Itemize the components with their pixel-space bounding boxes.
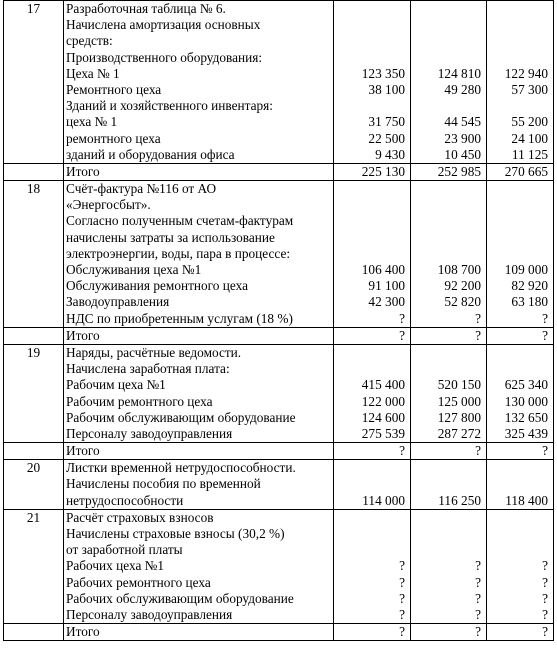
section-row (4, 509, 554, 623)
line-amount: ? (542, 590, 548, 606)
line-amount (336, 50, 405, 66)
line-amount: 31 750 (368, 114, 405, 130)
line-text: Согласно полученным счетам-фактурам (66, 213, 294, 229)
line-amount (336, 542, 405, 558)
amount-column-1 (334, 509, 411, 623)
operation-description (64, 509, 334, 623)
total-label: Итого (64, 443, 334, 460)
total-amount: 252 985 (411, 163, 487, 180)
line-amount: 11 125 (511, 146, 548, 162)
line-text: «Энергосбыт». (66, 197, 151, 213)
line-text: Начислены страховые взносы (30,2 %) (66, 526, 285, 542)
section-row (4, 460, 554, 510)
line-amount: 127 800 (437, 409, 481, 425)
line-amount (413, 33, 481, 49)
line-amount: 118 400 (505, 492, 548, 508)
total-amount: ? (487, 624, 554, 641)
line-amount: 10 450 (444, 146, 481, 162)
amount-column-1 (334, 1, 411, 164)
amount-column-2 (411, 460, 487, 510)
line-amount: 57 300 (511, 81, 548, 97)
line-text: от заработной платы (66, 542, 183, 558)
line-text: Рабочим обслуживающим оборудование (66, 409, 296, 425)
line-amount (336, 181, 405, 197)
total-amount: ? (411, 624, 487, 641)
line-amount: 63 180 (511, 294, 548, 310)
line-text: Ремонтного цеха (66, 81, 162, 97)
line-text: Цеха № 1 (66, 65, 120, 81)
amount-column-3 (487, 1, 554, 164)
line-amount: ? (475, 558, 481, 574)
line-text: зданий и оборудования офиса (66, 146, 235, 162)
line-amount (489, 542, 548, 558)
amount-column-2 (411, 181, 487, 328)
total-label: Итого (64, 327, 334, 344)
total-amount: ? (487, 327, 554, 344)
line-amount (413, 213, 481, 229)
line-amount: 109 000 (504, 262, 548, 278)
total-row (4, 443, 554, 460)
line-amount (489, 1, 548, 17)
line-text: Рабочим цеха №1 (66, 377, 166, 393)
line-amount (336, 213, 405, 229)
line-amount: 122 000 (361, 393, 405, 409)
line-amount: 125 000 (437, 393, 481, 409)
line-amount (413, 230, 481, 246)
line-amount: 49 280 (444, 81, 481, 97)
line-amount (413, 510, 481, 526)
line-amount: ? (399, 574, 405, 590)
operation-description (64, 181, 334, 328)
line-amount: 130 000 (504, 393, 548, 409)
line-amount: ? (399, 558, 405, 574)
line-text: ремонтного цеха (66, 130, 161, 146)
line-amount (413, 460, 481, 476)
line-amount (413, 98, 481, 114)
amount-column-3 (487, 460, 554, 510)
line-amount (489, 197, 548, 213)
line-amount (413, 476, 481, 492)
line-text: Счёт-фактура №116 от АО (66, 181, 217, 197)
line-amount (489, 33, 548, 49)
line-text: Рабочих ремонтного цеха (66, 574, 211, 590)
total-empty-cell (4, 624, 64, 641)
line-amount (413, 246, 481, 262)
line-amount (336, 33, 405, 49)
line-amount (489, 476, 548, 492)
line-amount: ? (475, 606, 481, 622)
total-amount: ? (411, 443, 487, 460)
total-amount: ? (334, 624, 411, 641)
line-text: Обслуживания ремонтного цеха (66, 278, 248, 294)
line-text: начислены затраты за использование (66, 229, 275, 245)
line-amount: 287 272 (437, 425, 481, 441)
section-row (4, 181, 554, 328)
amount-column-3 (487, 181, 554, 328)
section-number: 20 (4, 460, 64, 510)
line-amount (489, 510, 548, 526)
total-label: Итого (64, 624, 334, 641)
line-amount (336, 230, 405, 246)
line-amount: ? (542, 310, 548, 326)
table-body (4, 1, 554, 641)
line-amount (489, 526, 548, 542)
line-amount: 132 650 (504, 409, 548, 425)
line-amount: 52 820 (444, 294, 481, 310)
line-amount: 325 439 (504, 425, 548, 441)
total-row (4, 327, 554, 344)
line-amount (413, 526, 481, 542)
line-amount (489, 98, 548, 114)
line-amount: 108 700 (437, 262, 481, 278)
line-text: Рабочим ремонтного цеха (66, 393, 213, 409)
line-amount (336, 460, 405, 476)
operation-description (64, 344, 334, 442)
line-text: нетрудоспособности (66, 492, 184, 508)
line-amount (336, 361, 405, 377)
line-amount (489, 17, 548, 33)
total-amount: ? (334, 327, 411, 344)
line-text: Персоналу заводоуправления (66, 425, 233, 441)
line-amount: 123 350 (361, 65, 405, 81)
accounting-table (3, 0, 554, 641)
line-amount (336, 1, 405, 17)
total-row (4, 624, 554, 641)
line-amount (336, 476, 405, 492)
line-amount: 122 940 (504, 65, 548, 81)
line-amount: 625 340 (504, 377, 548, 393)
line-amount (413, 542, 481, 558)
line-amount (489, 361, 548, 377)
total-amount: 270 665 (487, 163, 554, 180)
line-amount: 92 200 (444, 278, 481, 294)
total-label: Итого (64, 163, 334, 180)
line-amount: 114 000 (362, 492, 405, 508)
line-amount: ? (542, 558, 548, 574)
line-amount: ? (542, 574, 548, 590)
line-amount (489, 345, 548, 361)
amount-column-2 (411, 1, 487, 164)
line-amount (336, 246, 405, 262)
line-text: Производственного оборудования: (66, 49, 263, 65)
amount-column-2 (411, 344, 487, 442)
line-amount: ? (475, 310, 481, 326)
section-number: 18 (4, 181, 64, 328)
line-amount: 38 100 (368, 81, 405, 97)
line-amount: ? (399, 590, 405, 606)
line-text: Начислены пособия по временной (66, 476, 261, 492)
line-text: Наряды, расчётные ведомости. (66, 344, 242, 360)
line-text: НДС по приобретенным услугам (18 %) (66, 310, 293, 326)
line-amount: 124 600 (361, 409, 405, 425)
line-text: средств: (66, 33, 113, 49)
amount-column-1 (334, 460, 411, 510)
line-amount: 24 100 (511, 130, 548, 146)
line-text: Рабочих цеха №1 (66, 558, 165, 574)
amount-column-3 (487, 344, 554, 442)
line-amount (413, 17, 481, 33)
line-amount (413, 197, 481, 213)
line-amount (336, 98, 405, 114)
line-amount (336, 345, 405, 361)
amount-column-3 (487, 509, 554, 623)
line-amount (489, 213, 548, 229)
operation-description (64, 1, 334, 164)
line-amount: 23 900 (444, 130, 481, 146)
line-amount: 106 400 (361, 262, 405, 278)
section-number: 21 (4, 509, 64, 623)
amount-column-1 (334, 344, 411, 442)
line-amount (489, 50, 548, 66)
line-amount: 520 150 (437, 377, 481, 393)
line-text: Листки временной нетрудоспособности. (66, 460, 296, 476)
line-text: Зданий и хозяйственного инвентаря: (66, 98, 273, 114)
amount-column-1 (334, 181, 411, 328)
line-amount (336, 197, 405, 213)
line-text: электроэнергии, воды, пара в процессе: (66, 245, 291, 261)
line-amount (489, 246, 548, 262)
section-number: 19 (4, 344, 64, 442)
amount-column-2 (411, 509, 487, 623)
line-amount: 44 545 (444, 114, 481, 130)
line-amount: 22 500 (368, 130, 405, 146)
line-amount: ? (399, 606, 405, 622)
total-amount: ? (411, 327, 487, 344)
line-text: цеха № 1 (66, 114, 118, 130)
line-amount: 91 100 (368, 278, 405, 294)
total-amount: ? (487, 443, 554, 460)
line-amount: 9 430 (375, 146, 405, 162)
line-amount (413, 345, 481, 361)
line-amount (413, 1, 481, 17)
line-amount: 42 300 (368, 294, 405, 310)
line-amount: ? (399, 310, 405, 326)
line-amount (489, 230, 548, 246)
line-text: Начислена амортизация основных (66, 17, 261, 33)
line-amount (413, 181, 481, 197)
line-amount (336, 17, 405, 33)
line-text: Начислена заработная плата: (66, 361, 230, 377)
line-amount: ? (475, 574, 481, 590)
line-amount (336, 526, 405, 542)
line-amount (413, 50, 481, 66)
line-amount: ? (475, 590, 481, 606)
line-text: Заводоуправления (66, 294, 170, 310)
line-text: Разработочная таблица № 6. (66, 1, 226, 16)
total-empty-cell (4, 327, 64, 344)
line-amount: 275 539 (361, 425, 405, 441)
line-amount: 415 400 (361, 377, 405, 393)
total-row (4, 163, 554, 180)
line-amount (336, 510, 405, 526)
line-amount: 55 200 (511, 114, 548, 130)
line-amount: 116 250 (438, 492, 481, 508)
total-empty-cell (4, 163, 64, 180)
line-text: Рабочих обслуживающим оборудование (66, 590, 294, 606)
line-amount: 124 810 (437, 65, 481, 81)
total-amount: 225 130 (334, 163, 411, 180)
line-amount: ? (542, 606, 548, 622)
line-amount (413, 361, 481, 377)
total-amount: ? (334, 443, 411, 460)
line-amount: 82 920 (511, 278, 548, 294)
total-empty-cell (4, 443, 64, 460)
line-text: Персоналу заводоуправления (66, 606, 233, 622)
line-amount (489, 460, 548, 476)
line-amount (489, 181, 548, 197)
section-number: 17 (4, 1, 64, 164)
operation-description (64, 460, 334, 510)
section-row (4, 344, 554, 442)
section-row (4, 1, 554, 164)
line-text: Расчёт страховых взносов (66, 509, 214, 525)
line-text: Обслуживания цеха №1 (66, 262, 202, 278)
